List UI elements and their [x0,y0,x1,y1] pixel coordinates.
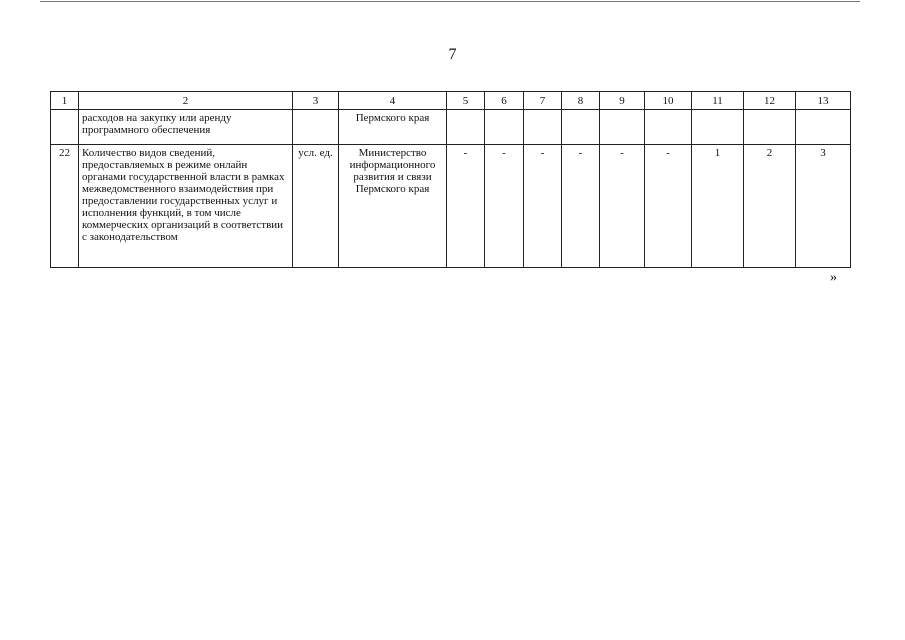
header-cell: 8 [562,92,600,110]
value-cell: - [645,145,692,268]
value-cell [524,110,562,145]
value-cell [692,110,744,145]
value-cell: - [524,145,562,268]
value-cell: 2 [744,145,796,268]
closing-quote-mark: » [830,270,837,285]
indicator-table [50,91,851,268]
header-cell: 12 [744,92,796,110]
header-cell: 1 [51,92,79,110]
table-row [51,110,851,145]
value-cell [600,110,645,145]
header-cell: 10 [645,92,692,110]
value-cell [447,110,485,145]
value-cell [645,110,692,145]
value-cell: - [485,145,524,268]
header-cell: 9 [600,92,645,110]
unit-cell: усл. ед. [293,145,339,268]
header-cell: 2 [79,92,293,110]
header-cell: 4 [339,92,447,110]
header-cell: 11 [692,92,744,110]
header-cell: 5 [447,92,485,110]
value-cell [796,110,851,145]
header-cell: 3 [293,92,339,110]
value-cell: - [562,145,600,268]
value-cell: - [600,145,645,268]
header-cell: 7 [524,92,562,110]
value-cell: - [447,145,485,268]
header-cell: 13 [796,92,851,110]
value-cell [744,110,796,145]
responsible-cell: Министерство информационного развития и связи Пермского края [339,145,447,268]
top-rule [40,1,860,2]
indicator-name-cell: расходов на закупку или аренду программного обеспечения [79,110,293,145]
table-header-row [51,92,851,110]
responsible-cell: Пермского края [339,110,447,145]
value-cell [485,110,524,145]
indicator-name-cell: Количество видов сведений, предоставляемых в режиме онлайн органами государственной власти в рамках межведомственного взаимодействия при предоставлении государственных услуг и исполнения функций, в том числе коммерческих организаций в соответствии с законодательством [79,145,293,268]
value-cell: 1 [692,145,744,268]
value-cell [562,110,600,145]
unit-cell [293,110,339,145]
page-number: 7 [448,46,457,63]
header-cell: 6 [485,92,524,110]
table-row [51,145,851,268]
row-number-cell [51,110,79,145]
value-cell: 3 [796,145,851,268]
row-number-cell: 22 [51,145,79,268]
